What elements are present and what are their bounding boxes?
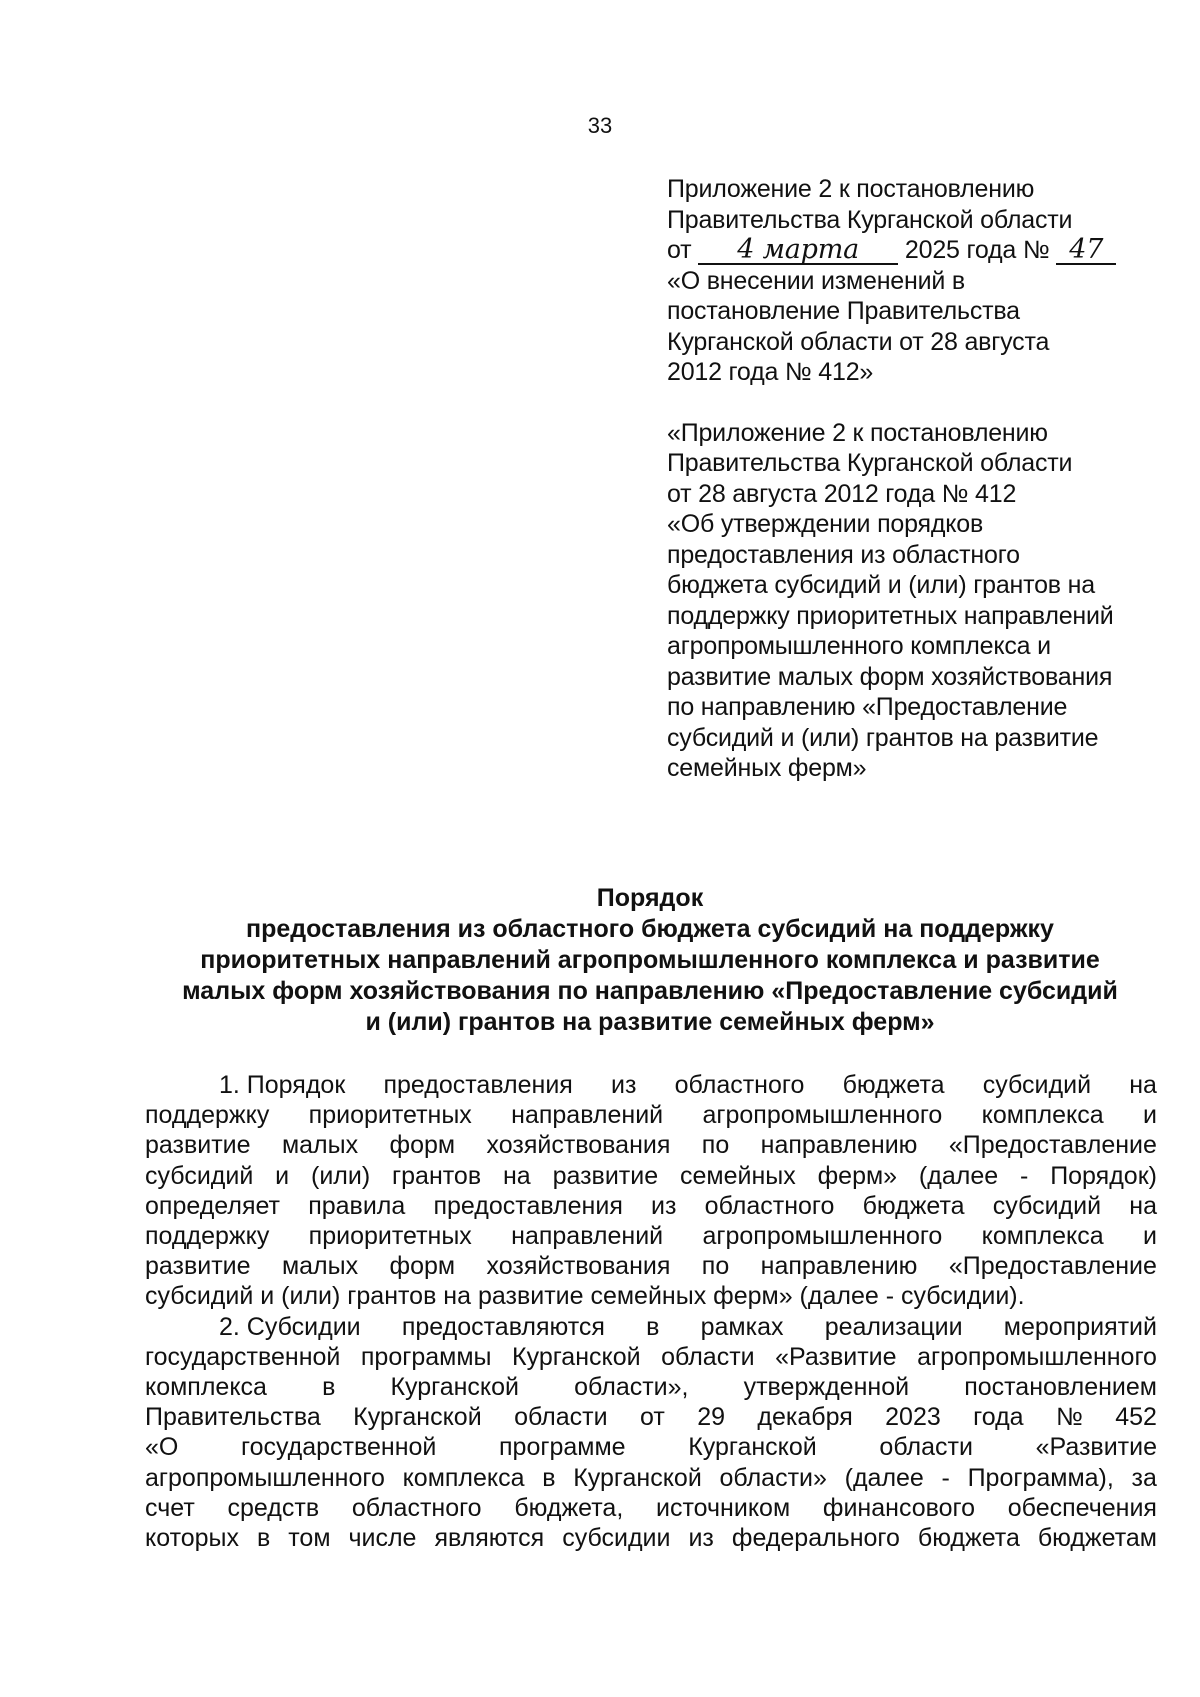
body-word: грантов	[392, 1161, 482, 1190]
handwritten-number: 47	[1056, 237, 1116, 265]
body-word: семейных	[679, 1161, 796, 1190]
body-word: обеспечения	[1007, 1493, 1157, 1522]
body-word: комплекса	[981, 1222, 1104, 1251]
body-word: направлений	[511, 1222, 664, 1251]
body-line	[145, 1191, 1157, 1221]
body-word: счет	[145, 1493, 195, 1522]
body-word: 452	[1115, 1403, 1157, 1432]
body-line	[145, 1070, 1157, 1100]
body-word: финансового	[822, 1493, 976, 1522]
body-word: бюджета	[842, 1071, 945, 1099]
body-word: государственной	[241, 1433, 437, 1462]
body-word: и	[1142, 1101, 1157, 1130]
body-word: Порядок)	[1050, 1161, 1157, 1190]
title-line: и (или) грантов на развитие семейных ферм»	[365, 1008, 935, 1036]
body-word: от	[639, 1403, 665, 1432]
attachment-header	[667, 174, 1167, 784]
title-line: предоставления из областного бюджета субсидий на поддержку	[246, 915, 1054, 943]
body-word: форм	[389, 1252, 456, 1281]
body-line: субсидий и (или) грантов на развитие семейных ферм» (далее - субсидии).	[145, 1282, 1025, 1311]
body-word: ферм»	[817, 1161, 898, 1190]
body-word: рамках	[700, 1312, 784, 1341]
body-word: декабря	[757, 1403, 853, 1432]
document-body	[145, 1070, 1157, 1553]
body-word: -	[941, 1463, 950, 1492]
body-word: по	[701, 1252, 730, 1281]
date-year: 2025 года №	[904, 236, 1050, 264]
body-word: (далее	[844, 1463, 924, 1492]
body-line	[145, 1342, 1157, 1372]
body-word: субсидий	[982, 1071, 1092, 1099]
body-word: Курганской	[512, 1342, 641, 1371]
body-word: направлений	[511, 1101, 664, 1130]
reference-line: предоставления из областного	[667, 540, 1020, 569]
body-word: областного	[674, 1071, 805, 1099]
body-word: федерального	[731, 1524, 900, 1553]
title-line: приоритетных направлений агропромышленного комплекса и развитие	[200, 946, 1100, 974]
body-line	[145, 1221, 1157, 1251]
body-word: малых	[281, 1252, 359, 1281]
body-line	[145, 1251, 1157, 1281]
body-word: из	[688, 1524, 714, 1553]
body-word: 2023	[885, 1403, 941, 1432]
body-line	[145, 1100, 1157, 1130]
paragraph-1	[145, 1070, 1157, 1312]
attachment-line: постановление Правительства	[667, 297, 1020, 325]
body-word: утвержденной	[743, 1373, 910, 1402]
body-word: постановлением	[964, 1373, 1157, 1402]
body-word: в	[646, 1312, 660, 1341]
body-word: «Развитие	[775, 1342, 897, 1371]
body-word: по	[701, 1131, 730, 1160]
reference-line: поддержку приоритетных направлений	[667, 601, 1114, 630]
body-line	[145, 1130, 1157, 1160]
body-word: Курганской	[573, 1463, 702, 1492]
body-word: и	[1142, 1222, 1157, 1251]
body-word: на	[502, 1161, 531, 1190]
body-word: мероприятий	[1003, 1312, 1157, 1341]
body-word: агропромышленного	[702, 1101, 943, 1130]
body-word: агропромышленного	[702, 1222, 943, 1251]
body-word: бюджетам	[1037, 1524, 1157, 1553]
body-word: комплекса	[402, 1463, 525, 1492]
body-word: предоставления	[433, 1191, 623, 1220]
body-word: поддержку	[145, 1101, 270, 1130]
body-word: агропромышленного	[917, 1342, 1157, 1371]
body-word: комплекса	[981, 1101, 1104, 1130]
body-word: области»	[719, 1463, 827, 1492]
reference-line: семейных ферм»	[667, 754, 867, 782]
body-word: Курганской	[390, 1373, 520, 1402]
reference-line: субсидий и (или) грантов на развитие	[667, 723, 1099, 752]
body-word: развитие	[145, 1252, 251, 1281]
handwritten-date: 4 марта	[698, 237, 898, 265]
date-prefix: от	[667, 236, 692, 264]
body-word: государственной	[145, 1342, 341, 1371]
body-word: на	[1129, 1191, 1157, 1220]
body-word: хозяйствования	[486, 1252, 671, 1281]
body-word: Правительства	[145, 1403, 321, 1432]
body-word: за	[1131, 1463, 1157, 1492]
reference-line: агропромышленного комплекса и	[667, 632, 1051, 660]
body-line	[145, 1161, 1157, 1191]
body-line	[145, 1493, 1157, 1523]
body-word: области	[661, 1342, 755, 1371]
body-line	[145, 1372, 1157, 1402]
body-word: источником	[656, 1493, 791, 1522]
body-word: предоставляются	[401, 1312, 605, 1341]
attachment-line: Приложение 2 к постановлению	[667, 175, 1035, 203]
page-number: 33	[587, 113, 613, 138]
body-word: бюджета	[862, 1191, 965, 1220]
body-word: бюджета,	[514, 1493, 624, 1522]
body-word: которых	[145, 1524, 240, 1553]
body-word: комплекса	[145, 1373, 267, 1402]
body-word: являются	[434, 1524, 545, 1553]
body-word: 29	[697, 1403, 725, 1432]
body-word: средств	[227, 1493, 320, 1522]
body-word: из	[611, 1071, 637, 1099]
body-word: бюджета	[917, 1524, 1020, 1553]
reference-line: «Об утверждении порядков	[667, 510, 984, 538]
body-word: направлению	[760, 1252, 918, 1281]
body-word: приоритетных	[308, 1222, 472, 1251]
body-word: областного	[704, 1191, 835, 1220]
body-line	[145, 1463, 1157, 1493]
body-word: реализации	[824, 1312, 963, 1341]
body-word: области»,	[574, 1373, 689, 1402]
body-word: «Развитие	[1035, 1433, 1157, 1462]
body-word: том	[288, 1524, 331, 1553]
body-word: программе	[499, 1433, 626, 1462]
body-line	[145, 1523, 1157, 1553]
body-word: 2. Субсидии	[219, 1312, 361, 1341]
body-word: программы	[360, 1342, 492, 1371]
body-word: субсидий	[145, 1161, 254, 1190]
reference-line: бюджета субсидий и (или) грантов на	[667, 571, 1095, 599]
body-word: предоставления	[383, 1071, 573, 1099]
body-word: развитие	[145, 1131, 251, 1160]
reference-line: по направлению «Предоставление	[667, 693, 1068, 721]
body-word: приоритетных	[308, 1101, 472, 1130]
paragraph-2	[145, 1312, 1157, 1554]
body-word: субсидий	[992, 1191, 1102, 1220]
body-word: «Предоставление	[948, 1131, 1157, 1160]
body-word: на	[1129, 1071, 1157, 1099]
body-word: областного	[351, 1493, 482, 1522]
title-line: Порядок	[596, 884, 704, 912]
attachment-line: Правительства Курганской области	[667, 205, 1073, 234]
body-word: форм	[389, 1131, 456, 1160]
body-word: Курганской	[688, 1433, 817, 1462]
body-word: области	[514, 1403, 608, 1432]
body-word: года	[973, 1403, 1024, 1432]
body-word: 1. Порядок	[219, 1071, 346, 1099]
body-word: в	[542, 1463, 556, 1492]
body-word: в	[322, 1373, 336, 1402]
body-word: направлению	[760, 1131, 918, 1160]
body-word: (далее	[918, 1161, 999, 1190]
body-line	[145, 1312, 1157, 1342]
attachment-date-line	[667, 235, 1167, 266]
document-title	[140, 883, 1160, 1038]
body-word: -	[1020, 1161, 1029, 1190]
body-word: правила	[308, 1191, 406, 1220]
body-word: малых	[281, 1131, 359, 1160]
reference-line: от 28 августа 2012 года № 412	[667, 479, 1017, 508]
body-word: агропромышленного	[145, 1463, 385, 1492]
body-word: и	[275, 1161, 290, 1190]
body-word: из	[651, 1191, 677, 1220]
attachment-line: Курганской области от 28 августа	[667, 327, 1050, 356]
reference-line: развитие малых форм хозяйствования	[667, 662, 1113, 691]
body-word: (или)	[311, 1161, 371, 1190]
attachment-line: 2012 года № 412»	[667, 358, 874, 386]
reference-line: Правительства Курганской области	[667, 449, 1073, 477]
body-word: развитие	[552, 1161, 659, 1190]
body-word: Курганской	[353, 1403, 482, 1432]
body-word: поддержку	[145, 1222, 270, 1251]
attachment-line: «О внесении изменений в	[667, 266, 965, 295]
body-line	[145, 1402, 1157, 1432]
body-word: числе	[348, 1524, 417, 1553]
body-word: №	[1055, 1403, 1083, 1432]
body-word: Программа),	[967, 1463, 1114, 1492]
body-word: субсидии	[562, 1524, 671, 1553]
body-word: хозяйствования	[486, 1131, 671, 1160]
body-word: определяет	[145, 1191, 281, 1220]
reference-line: «Приложение 2 к постановлению	[667, 418, 1048, 447]
body-word: в	[257, 1524, 271, 1553]
body-line	[145, 1432, 1157, 1462]
body-word: «О	[145, 1433, 179, 1462]
title-line: малых форм хозяйствования по направлению «Предоставление субсидий	[182, 977, 1118, 1005]
body-word: «Предоставление	[948, 1252, 1157, 1281]
body-word: области	[879, 1433, 973, 1462]
